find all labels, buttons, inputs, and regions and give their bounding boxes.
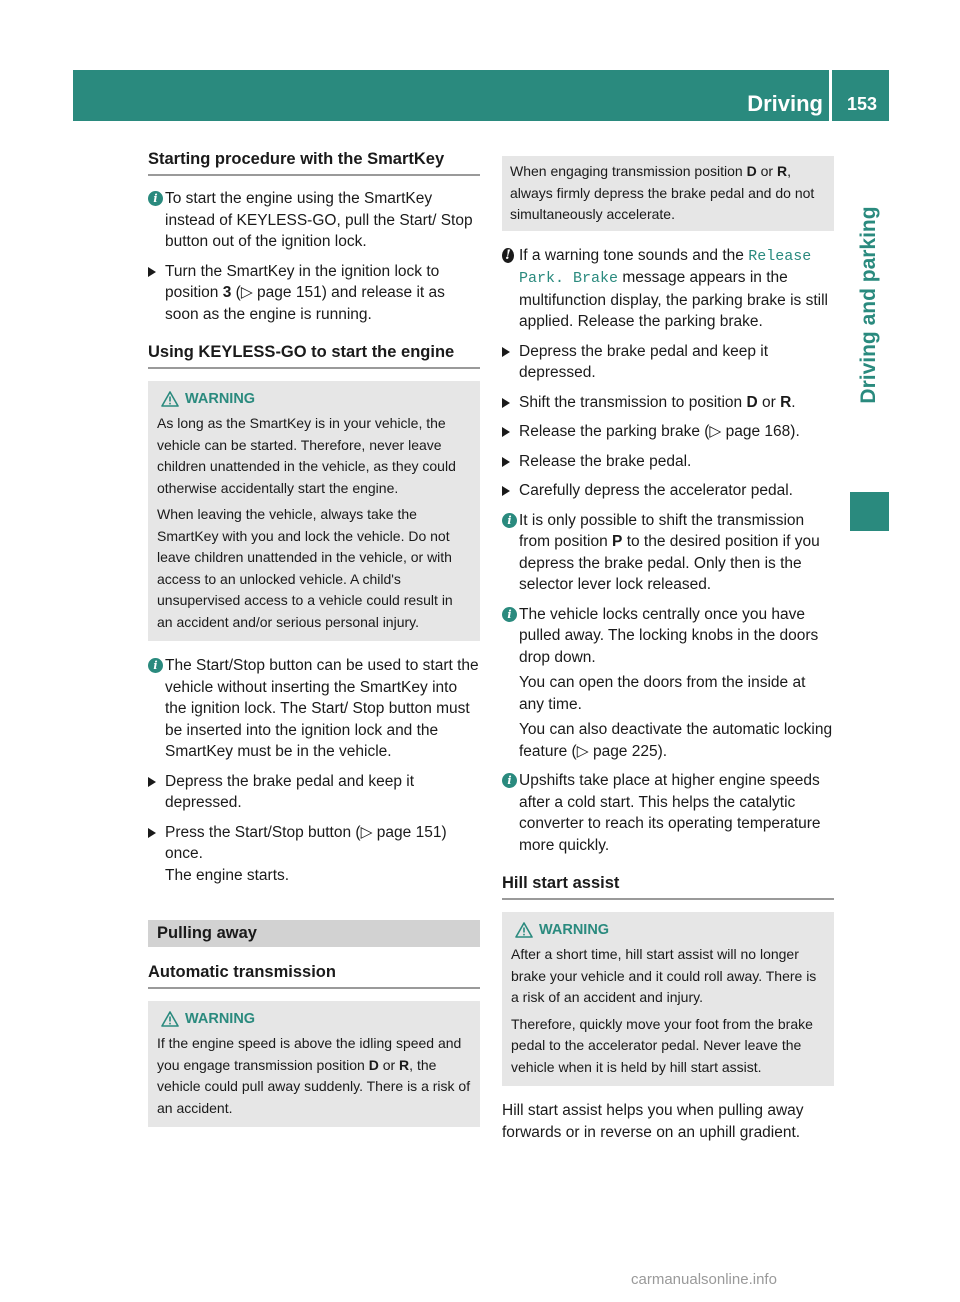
note-box-transmission bbox=[502, 156, 834, 231]
note-text-part: or bbox=[756, 163, 777, 179]
step-text: . bbox=[791, 393, 796, 411]
warning-triangle-icon bbox=[161, 1011, 179, 1027]
info-icon: i bbox=[148, 658, 163, 673]
heading-keyless-go: Using KEYLESS-GO to start the engine bbox=[148, 343, 480, 369]
info-icon: i bbox=[502, 513, 517, 528]
info-text: to the desired position if you depress the brake pedal. Only then is the selector lever lock released. bbox=[519, 533, 820, 593]
info-shift-lock bbox=[502, 510, 834, 596]
gear-position: R bbox=[399, 1056, 410, 1073]
side-tab-label: Driving and parking bbox=[856, 206, 880, 404]
header-divider bbox=[829, 70, 832, 121]
step-arrow-icon bbox=[148, 828, 156, 838]
step-text: Release the parking brake (▷ page 168). bbox=[519, 423, 800, 440]
warning-triangle-icon bbox=[161, 391, 179, 407]
step-text: Depress the brake pedal and keep it depressed. bbox=[165, 772, 415, 811]
note-text bbox=[510, 161, 826, 226]
gear-position: D bbox=[368, 1056, 379, 1073]
warning-text bbox=[157, 1033, 472, 1119]
note-text-part: When engaging transmission position bbox=[510, 163, 747, 179]
warning-box-children bbox=[148, 381, 480, 641]
gear-position: D bbox=[746, 163, 757, 179]
step-result: The engine starts. bbox=[165, 866, 290, 884]
info-start-stop bbox=[148, 655, 480, 763]
step-text: or bbox=[757, 393, 781, 411]
warning-triangle-icon bbox=[515, 922, 533, 938]
warning-text: When leaving the vehicle, always take the SmartKey with you and lock the vehicle. Do not leave children unattended in the vehicle, or with access to an unlocked vehicle. A child's unsupervised access to a vehicle could result in an accident and/or serious personal injury. bbox=[157, 506, 453, 630]
warning-text-part: If the engine speed is above the idling speed and you engage transmission position bbox=[157, 1035, 462, 1073]
step-arrow-icon bbox=[502, 486, 510, 496]
exclamation-icon: ! bbox=[502, 248, 514, 263]
heading-start-smartkey: Starting procedure with the SmartKey bbox=[148, 150, 480, 176]
warning-text: As long as the SmartKey is in your vehicle, the vehicle can be started. Therefore, never leave children unattended in the vehicle, as they could otherwise accidentally start the engine. bbox=[157, 415, 456, 496]
info-text: Upshifts take place at higher engine speeds after a cold start. This helps the catalytic converter to reach its operating temperature more quickly. bbox=[519, 772, 821, 854]
info-smartkey bbox=[148, 188, 480, 253]
step-text: Release the brake pedal. bbox=[519, 452, 692, 470]
gear-position: D bbox=[746, 393, 758, 411]
info-upshifts bbox=[502, 770, 834, 856]
heading-automatic-transmission: Automatic transmission bbox=[148, 963, 480, 989]
warning-title bbox=[157, 389, 472, 409]
caution-text: If a warning tone sounds and the bbox=[519, 246, 749, 264]
warning-title bbox=[511, 920, 826, 940]
note-text-part: , always firmly depress the brake pedal and do not simultaneously accelerate. bbox=[510, 163, 815, 222]
side-tab-marker bbox=[850, 492, 889, 531]
step-arrow-icon bbox=[502, 347, 510, 357]
warning-label: WARNING bbox=[185, 1011, 256, 1027]
step-arrow-icon bbox=[502, 398, 510, 408]
step-release-parking-brake bbox=[502, 421, 834, 443]
step-text: Press the Start/Stop button (▷ page 151) once. bbox=[165, 823, 447, 862]
warning-text: Therefore, quickly move your foot from the brake pedal to the accelerator pedal. Never leave the vehicle when it is held by hill start assist. bbox=[511, 1015, 813, 1075]
side-tab bbox=[848, 135, 889, 475]
hill-start-description: Hill start assist helps you when pulling away forwards or in reverse on an uphill gradient. bbox=[502, 1102, 804, 1141]
info-text: It is only possible to shift the transmission from position bbox=[519, 511, 805, 550]
step-arrow-icon bbox=[148, 267, 156, 277]
info-central-locking bbox=[502, 604, 834, 669]
info-icon: i bbox=[502, 773, 517, 788]
header-section-title: Driving bbox=[747, 91, 823, 116]
warning-text: After a short time, hill start assist will no longer brake your vehicle and it could roll away. There is a risk of an accident and injury. bbox=[511, 946, 817, 1005]
step-text: (▷ page 151) and release it as soon as the engine is running. bbox=[165, 284, 445, 323]
position-number: 3 bbox=[222, 284, 232, 301]
header-bar bbox=[73, 70, 889, 121]
warning-text-part: , the vehicle could pull away suddenly. There is a risk of an accident. bbox=[157, 1056, 471, 1116]
page-number: 153 bbox=[846, 94, 878, 114]
heading-hill-start-assist: Hill start assist bbox=[502, 874, 834, 900]
footer-watermark: carmanualsonline.info bbox=[631, 1271, 777, 1288]
warning-label: WARNING bbox=[539, 922, 610, 938]
info-text: To start the engine using the SmartKey instead of KEYLESS-GO, pull the Start/ Stop button out of the ignition lock. bbox=[165, 190, 473, 250]
info-continued: You can also deactivate the automatic locking feature (▷ page 225). bbox=[519, 721, 833, 760]
warning-label: WARNING bbox=[185, 391, 256, 407]
step-depress-brake bbox=[502, 341, 834, 384]
step-shift-transmission bbox=[502, 392, 834, 414]
info-text: The Start/Stop button can be used to start the vehicle without inserting the SmartKey into the ignition lock. The Start/ Stop button must be inserted into the ignition lock and the SmartKey must be in the vehicle. bbox=[165, 657, 479, 760]
gear-position: R bbox=[776, 163, 788, 179]
step-arrow-icon bbox=[502, 427, 510, 437]
display-message: Release Park. Brake bbox=[519, 247, 812, 287]
gear-position: R bbox=[780, 393, 792, 411]
step-accelerate bbox=[502, 480, 834, 502]
step-text: Shift the transmission to position bbox=[519, 393, 747, 411]
step-release-brake bbox=[502, 451, 834, 473]
step-text: Depress the brake pedal and keep it depressed. bbox=[519, 342, 769, 381]
step-press-start-stop bbox=[148, 822, 480, 865]
info-icon: i bbox=[502, 607, 517, 622]
step-text: Turn the SmartKey in the ignition lock to position bbox=[165, 262, 440, 301]
step-arrow-icon bbox=[502, 457, 510, 467]
warning-title bbox=[157, 1009, 472, 1029]
step-text: Carefully depress the accelerator pedal. bbox=[519, 482, 793, 499]
warning-text-part: or bbox=[378, 1056, 400, 1073]
info-continued: You can open the doors from the inside at any time. bbox=[519, 674, 806, 713]
gear-position: P bbox=[612, 533, 623, 550]
caution-text: message appears in the multifunction display, the parking brake is still applied. Release the parking brake. bbox=[519, 269, 828, 330]
warning-box-engine-speed bbox=[148, 1001, 480, 1127]
warning-box-hill-start bbox=[502, 912, 834, 1086]
caution-parking-brake bbox=[502, 245, 834, 333]
right-column bbox=[502, 156, 834, 1151]
info-text: The vehicle locks centrally once you have pulled away. The locking knobs in the doors drop down. bbox=[519, 605, 819, 666]
step-depress-brake bbox=[148, 771, 480, 814]
section-band-pulling-away: Pulling away bbox=[148, 920, 480, 947]
left-column bbox=[148, 150, 480, 1141]
info-icon: i bbox=[148, 191, 163, 206]
step-arrow-icon bbox=[148, 777, 156, 787]
step-turn-smartkey bbox=[148, 261, 480, 326]
